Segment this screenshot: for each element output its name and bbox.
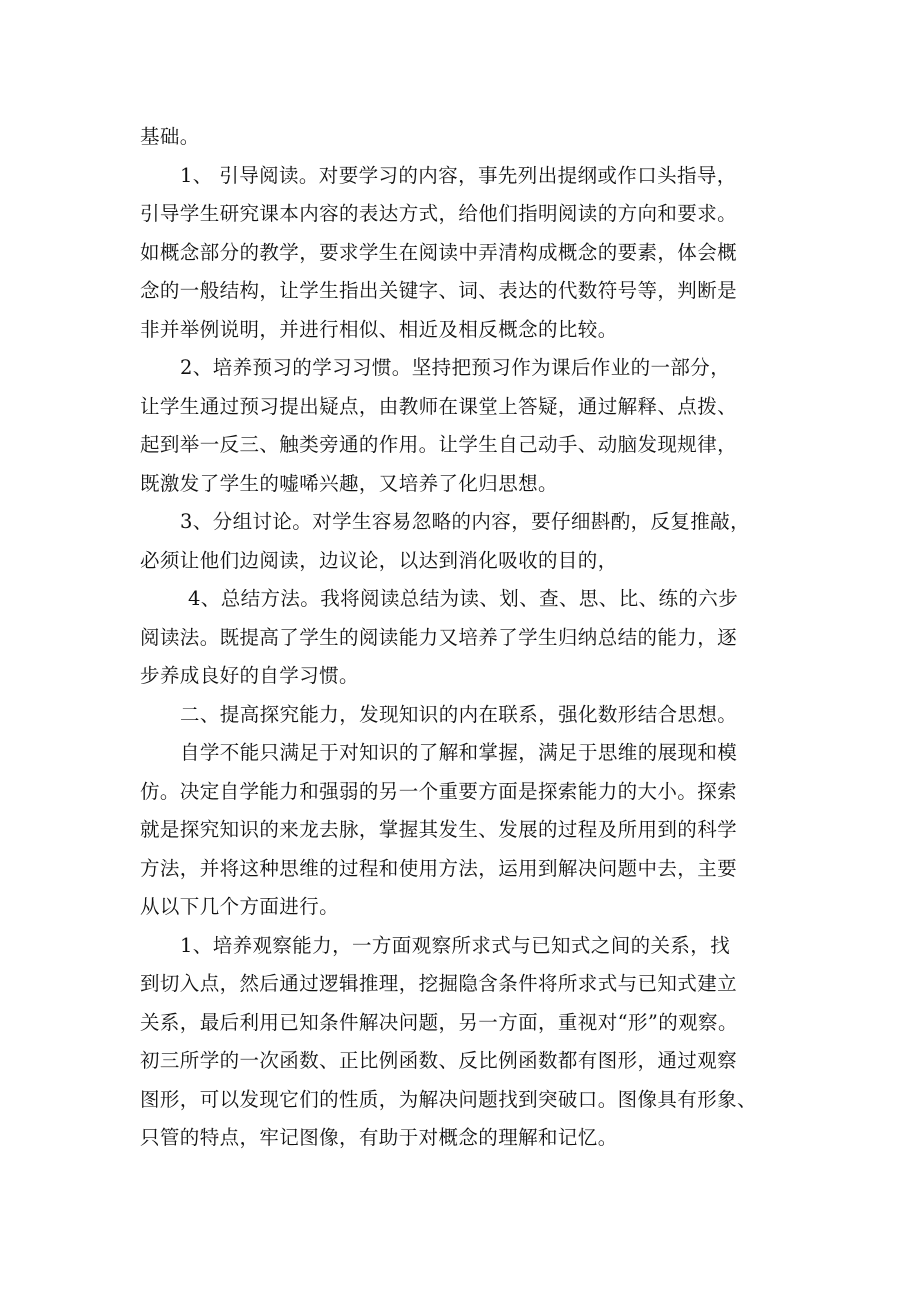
text-line: 到切入点，然后通过逻辑推理，挖掘隐含条件将所求式与已知式建立 bbox=[140, 972, 738, 995]
text-line: 仿。决定自学能力和强弱的另一个重要方面是探索能力的大小。探索 bbox=[140, 779, 738, 803]
text-line: 阅读法。既提高了学生的阅读能力又培养了学生归纳总结的能力，逐 bbox=[140, 625, 738, 649]
text-line: 1、 引导阅读。对要学习的内容，事先列出提纲或作口头指导， bbox=[180, 163, 737, 187]
text-line: 只管的特点，牢记图像，有助于对概念的理解和记忆。 bbox=[140, 1126, 618, 1149]
text-line: 3、分组讨论。对学生容易忽略的内容，要仔细斟酌，反复推敲， bbox=[180, 510, 751, 533]
text-line: 4、总结方法。我将阅读总结为读、划、查、思、比、练的六步 bbox=[188, 587, 739, 610]
text-line: 方法，并将这种思维的过程和使用方法，运用到解决问题中去，主要 bbox=[140, 856, 738, 880]
text-line: 初三所学的一次函数、正比例函数、反比例函数都有图形，通过观察 bbox=[140, 1049, 738, 1072]
section-heading: 二、提高探究能力，发现知识的内在联系，强化数形结合思想。 bbox=[180, 702, 738, 726]
text-line: 念的一般结构，让学生指出关键字、词、表达的代数符号等，判断是 bbox=[140, 279, 738, 302]
text-line: 引导学生研究课本内容的表达方式，给他们指明阅读的方向和要求。 bbox=[140, 202, 738, 225]
text-line: 起到举一反三、触类旁通的作用。让学生自己动手、动脑发现规律， bbox=[140, 433, 738, 456]
text-line: 非并举例说明，并进行相似、相近及相反概念的比较。 bbox=[140, 317, 618, 341]
text-line: 基础。 bbox=[140, 125, 200, 148]
body-text bbox=[140, 118, 790, 1158]
text-line: 既激发了学生的嘘唏兴趣，又培养了化归思想。 bbox=[140, 471, 558, 495]
text-line: 如概念部分的教学，要求学生在阅读中弄清构成概念的要素，体会概 bbox=[140, 240, 738, 264]
text-line: 关系，最后利用已知条件解决问题，另一方面，重视对“形”的观察。 bbox=[140, 1010, 738, 1034]
text-line: 2、培养预习的学习习惯。坚持把预习作为课后作业的一部分， bbox=[180, 356, 731, 379]
text-line: 从以下几个方面进行。 bbox=[140, 895, 340, 918]
text-line: 就是探究知识的来龙去脉，掌握其发生、发展的过程及所用到的科学 bbox=[140, 818, 738, 841]
text-line: 图形，可以发现它们的性质，为解决问题找到突破口。图像具有形象、 bbox=[140, 1087, 757, 1111]
text-line: 1、培养观察能力，一方面观察所求式与已知式之间的关系，找 bbox=[180, 933, 731, 957]
text-line: 必须让他们边阅读，边议论，以达到消化吸收的目的， bbox=[140, 548, 618, 572]
text-line: 让学生通过预习提出疑点，由教师在课堂上答疑，通过解释、点拨、 bbox=[140, 394, 738, 418]
text-line: 步养成良好的自学习惯。 bbox=[140, 664, 359, 687]
text-line: 自学不能只满足于对知识的了解和掌握，满足于思维的展现和模 bbox=[180, 741, 738, 764]
